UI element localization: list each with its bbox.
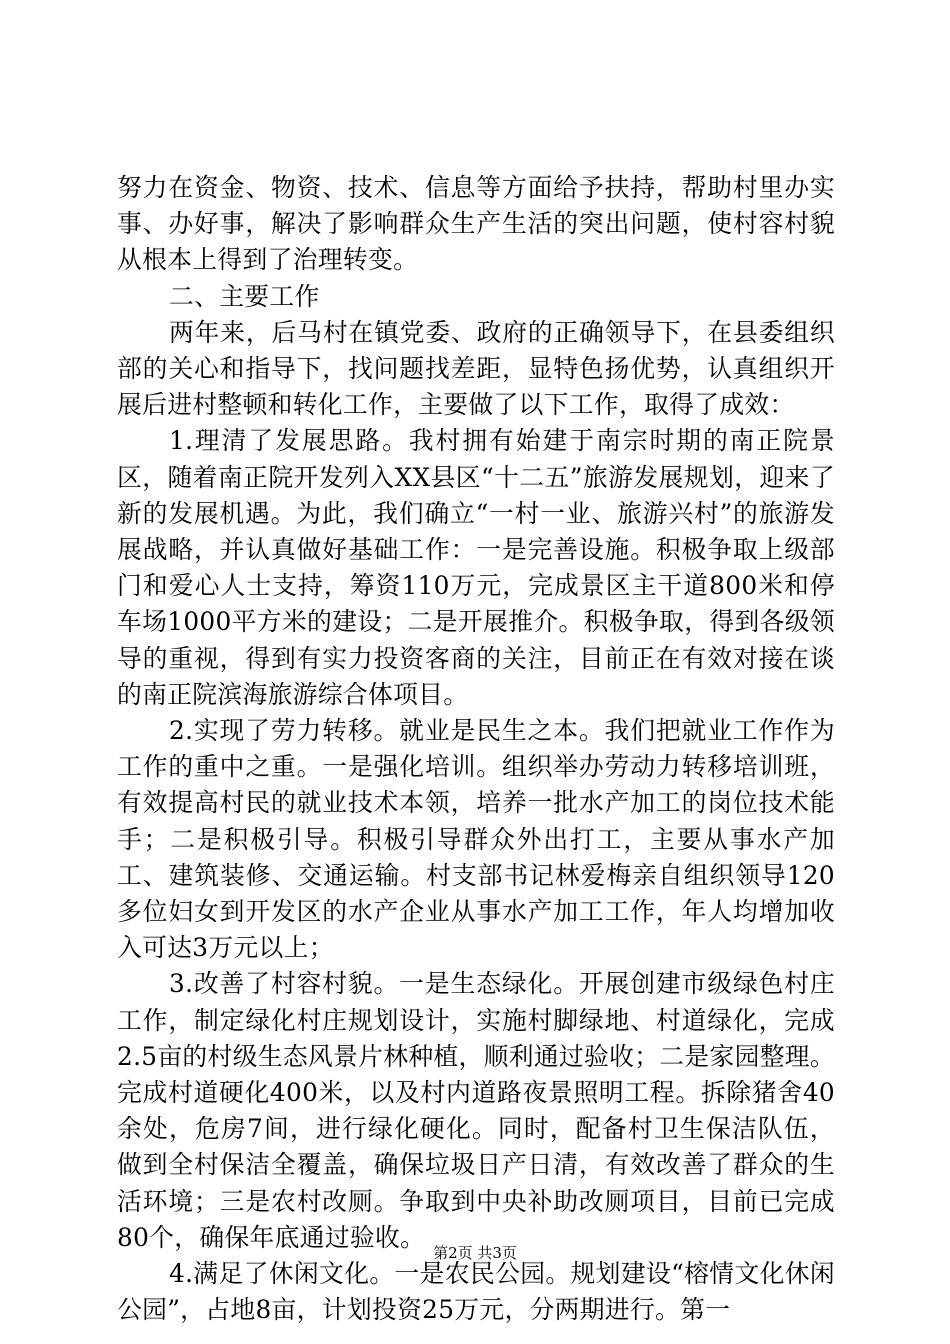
paragraph-item-2: 2.实现了劳力转移。就业是民生之本。我们把就业工作作为工作的重中之重。一是强化培训。组织举办劳动力转移培训班，有效提高村民的就业技术本领，培养一批水产加工的岗位技术能手；二是积极引导。积极引导群众外出打工，主要从事水产加工、建筑装修、交通运输。村支部书记林爱梅亲自组织领导120多位妇女到开发区的水产企业从事水产加工工作，年人均增加收入可达3万元以上； <box>117 716 835 963</box>
paragraph-continuation: 努力在资金、物资、技术、信息等方面给予扶持，帮助村里办实事、办好事，解决了影响群众生产生活的突出问题，使村容村貌从根本上得到了治理转变。 <box>117 173 835 275</box>
paragraph-item-1: 1.理清了发展思路。我村拥有始建于南宗时期的南正院景区，随着南正院开发列入XX县区“十二五”旅游发展规划，迎来了新的发展机遇。为此，我们确立“一村一业、旅游兴村”的旅游发展战略，并认真做好基础工作：一是完善设施。积极争取上级部门和爱心人士支持，筹资110万元，完成景区主干道800米和停车场1000平方米的建设；二是开展推介。积极争取，得到各级领导的重视，得到有实力投资客商的关注，目前正在有效对接在谈的南正院滨海旅游综合体项目。 <box>117 426 835 709</box>
page-footer: 第2页 共3页 <box>433 1244 517 1262</box>
paragraph-intro: 两年来，后马村在镇党委、政府的正确领导下，在县委组织部的关心和指导下，找问题找差距，显特色扬优势，认真组织开展后进村整顿和转化工作，主要做了以下工作，取得了成效： <box>117 317 835 420</box>
paragraph-item-4: 4.满足了休闲文化。一是农民公园。规划建设“榕情文化休闲公园”，占地8亩，计划投资25万元，分两期进行。第一 <box>117 1259 835 1325</box>
paragraph-item-3: 3.改善了村容村貌。一是生态绿化。开展创建市级绿色村庄工作，制定绿化村庄规划设计，实施村脚绿地、村道绿化，完成2.5亩的村级生态风景片林种植，顺利通过验收；二是家园整理。完成村道硬化400米，以及村内道路夜景照明工程。拆除猪舍40余处，危房7间，进行绿化硬化。同时，配备村卫生保洁队伍，做到全村保洁全覆盖，确保垃圾日产日清，有效改善了群众的生活环境；三是农村改厕。争取到中央补助改厕项目，目前已完成80个，确保年底通过验收。 <box>117 969 835 1252</box>
section-heading-main-work: 二、主要工作 <box>169 281 320 311</box>
document-body <box>117 170 835 1329</box>
